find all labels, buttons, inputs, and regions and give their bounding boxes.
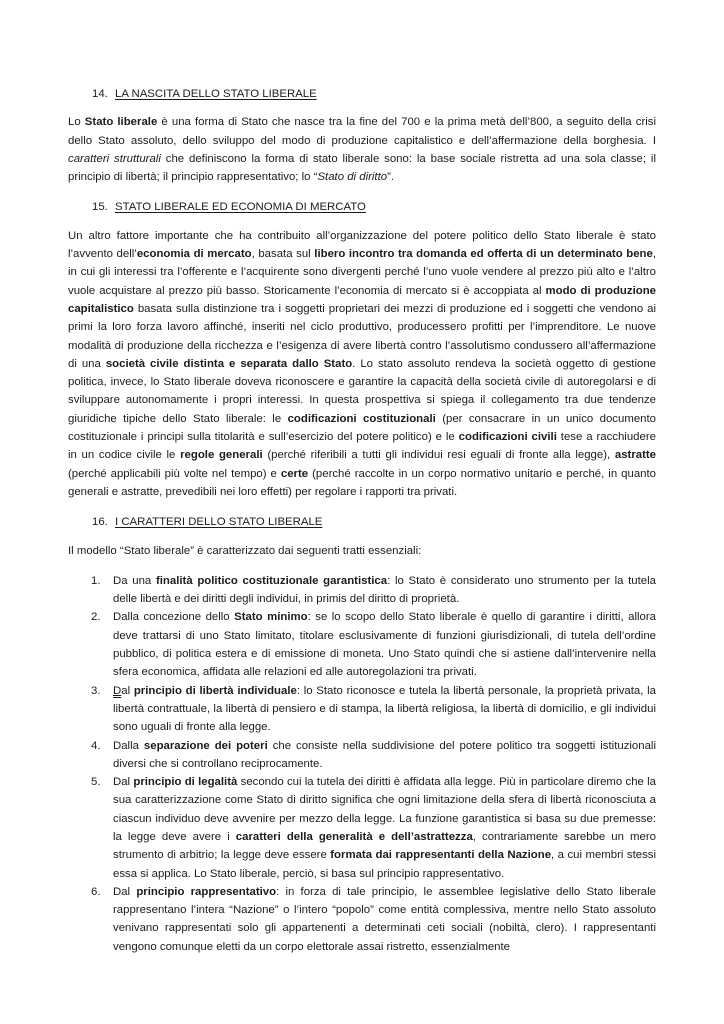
section-heading-15 xyxy=(68,198,656,216)
list-item-text: Dal principio di libertà individuale: lo Stato riconosce e tutela la libertà personale, la proprietà privata, la libertà contrattuale, la libertà di pensiero e di stampa, la libertà religiosa, la libertà di domicilio, e gli individui sono uguali di fronte alla legge. xyxy=(113,684,656,734)
list-item-number: 1. xyxy=(91,574,101,587)
list-item xyxy=(68,883,656,956)
list-item-number: 6. xyxy=(91,885,101,898)
list-item xyxy=(68,773,656,883)
section-title: I CARATTERI DELLO STATO LIBERALE xyxy=(115,516,323,529)
list-item-text: Dalla concezione dello Stato minimo: se lo scopo dello Stato liberale è quello di garantire i diritti, allora deve trattarsi di uno Stato limitato, titolare esclusivamente di funzioni giurisdizionali, di tutela dell’ordine pubblico, di politica estera e di emissione di moneta. Uno Stato quindi che si astiene dall’intervenire nella sfera economica, affidata alle relazioni ed alle autoregolazioni tra privati. xyxy=(113,611,656,679)
section-title: STATO LIBERALE ED ECONOMIA DI MERCATO xyxy=(115,201,366,214)
section-heading-14 xyxy=(68,85,656,103)
list-item-number: 5. xyxy=(91,776,101,789)
numbered-list xyxy=(68,572,656,956)
section-number: 15. xyxy=(92,201,108,214)
list-item-number: 2. xyxy=(91,611,101,624)
paragraph-15-1: Un altro fattore importante che ha contribuito all’organizzazione del potere politico dello Stato liberale è stato l’avvento dell’economia di mercato, basata sul libero incontro tra domanda ed offerta di un determinato bene, in cui gli interessi tra l’offerente e l’acquirente sono divergenti perché l’uno vuole vendere al prezzo più alto e l’altro vuole acquistare al prezzo più basso. Storicamente l’economia di mercato si è accoppiata al modo di produzione capitalistico basata sulla distinzione tra i soggetti proprietari dei mezzi di produzione ed i soggetti che vendono ai primi la loro forza lavoro affinché, inseriti nel ciclo produttivo, producessero profitti per l’imprenditore. Le nuove modalità di produzione della ricchezza e l’esigenza di avere libertà contro l’assolutismo condussero all’affermazione di una società civile distinta e separata dallo Stato. Lo stato assoluto rendeva la società oggetto di gestione politica, invece, lo Stato liberale doveva riconoscere e garantire la capacità della società civile di autoregolarsi e di sviluppare autonomamente i propri interessi. In questa prospettiva si spiega il collegamento tra due tendenze giuridiche tipiche dello Stato liberale: le codificazioni costituzionali (per consacrare in un unico documento costituzionale i principi sulla titolarità e sull’esercizio del potere politico) e le codificazioni civili tese a racchiudere in un codice civile le regole generali (perché riferibili a tutti gli individui resi eguali di fronte alla legge), astratte (perché applicabili più volte nel tempo) e certe (perché raccolte in un corpo normativo unitario e perché, in quanto generali e astratte, prevedibili nei loro effetti) per regolare i rapporti tra privati. xyxy=(68,229,657,498)
list-item-text: Dalla separazione dei poteri che consiste nella suddivisione del potere politico tra soggetti istituzionali diversi che si controllano reciprocamente. xyxy=(113,739,656,770)
list-item xyxy=(68,572,656,609)
list-item-text: Dal principio di legalità secondo cui la tutela dei diritti è affidata alla legge. Più in particolare diremo che la sua caratterizzazione come Stato di diritto significa che ogni limitazione della sfera di libertà riconosciuta a ciascun individuo deve avvenire per mezzo della legge. La funzione garantistica si basa su due premesse: la legge deve avere i caratteri della generalità e dell’astrattezza, contrariamente sarebbe un mero strumento di arbitrio; la legge deve essere formata dai rappresentanti della Nazione, a cui membri stessi essa si applica. Lo Stato liberale, perciò, si basa sul principio rappresentativo. xyxy=(113,776,656,880)
section-number: 14. xyxy=(92,88,108,100)
list-item xyxy=(68,608,656,681)
paragraph-14-1: Lo Stato liberale è una forma di Stato che nasce tra la fine del 700 e la prima metà dell’800, a seguito della crisi dello Stato assoluto, dello sviluppo del modo di produzione capitalistico e dell’affermazione della borghesia. I caratteri strutturali che definiscono la forma di stato liberale sono: la base sociale ristretta ad una sola classe; il principio di libertà; il principio rappresentativo; lo “Stato di diritto”. xyxy=(68,116,657,184)
section-title: LA NASCITA DELLO STATO LIBERALE xyxy=(115,88,317,100)
list-item-number: 4. xyxy=(91,739,101,752)
list-item-text: Dal principio rappresentativo: in forza di tale principio, le assemblee legislative dello Stato liberale rappresentano l’intera “Nazione” o l’intero “popolo” come entità complessiva, mentre nello Stato assoluto venivano rappresentati solo gli appartenenti a determinati ceti sociali (nobiltà, clero). I rappresentanti vengono comunque eletti da un corpo elettorale assai ristretto, essenzialmente xyxy=(113,885,656,953)
list-item xyxy=(68,682,656,737)
list-item xyxy=(68,737,656,774)
list-item-number: 3. xyxy=(91,684,101,697)
paragraph-16-intro: Il modello “Stato liberale” è caratterizzato dai seguenti tratti essenziali: xyxy=(68,544,422,557)
section-heading-16 xyxy=(68,513,656,531)
list-item-text: Da una finalità politico costituzionale garantistica: lo Stato è considerato uno strumento per la tutela delle libertà e dei diritti degli individui, in primis del diritto di proprietà. xyxy=(113,574,656,606)
section-number: 16. xyxy=(92,516,108,529)
